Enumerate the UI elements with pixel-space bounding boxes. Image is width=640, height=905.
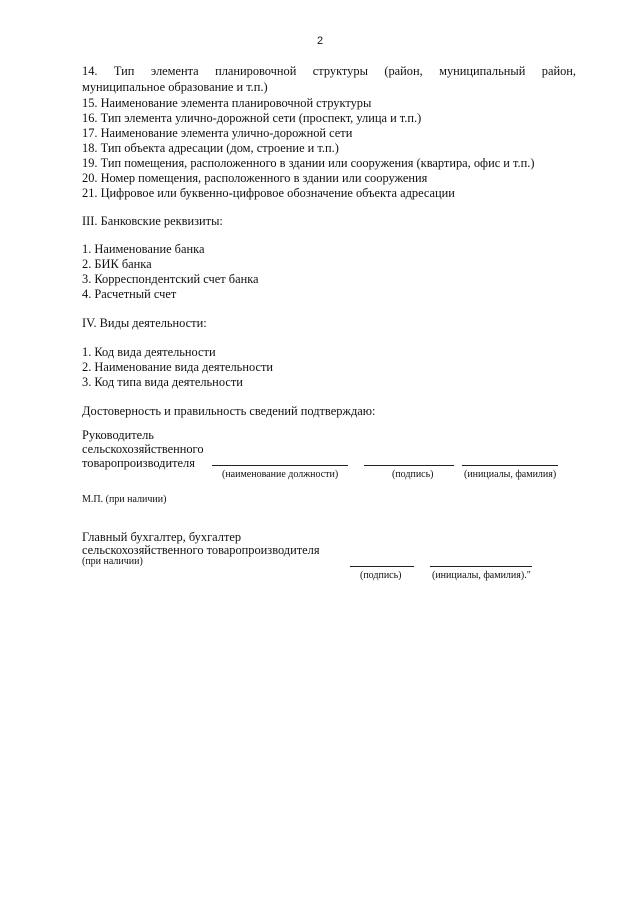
signer-title: сельскохозяйственного xyxy=(82,442,204,456)
list-item: 20. Номер помещения, расположенного в здании или сооружения xyxy=(82,171,428,185)
list-item: 3. Код типа вида деятельности xyxy=(82,375,243,389)
item-14-word: элемента xyxy=(150,64,199,78)
name-signature-line xyxy=(462,465,558,466)
list-item: 1. Код вида деятельности xyxy=(82,345,216,359)
position-caption: (наименование должности) xyxy=(222,469,339,480)
name-caption: (инициалы, фамилия) xyxy=(464,469,557,480)
list-item: 4. Расчетный счет xyxy=(82,287,177,301)
item-14-line xyxy=(82,64,576,79)
signer-title: сельскохозяйственного товаропроизводителя xyxy=(82,543,320,557)
optional-note: (при наличии) xyxy=(82,556,143,567)
item-14-continuation: муниципальное образование и т.п.) xyxy=(82,80,268,94)
list-item: 21. Цифровое или буквенно-цифровое обозначение объекта адресации xyxy=(82,186,455,200)
list-item: 2. БИК банка xyxy=(82,257,152,271)
page-number: 2 xyxy=(316,35,324,47)
signer-title: Руководитель xyxy=(82,428,154,442)
list-item: 17. Наименование элемента улично-дорожной сети xyxy=(82,126,353,140)
list-item: 3. Корреспондентский счет банка xyxy=(82,272,259,286)
stamp-note: М.П. (при наличии) xyxy=(82,494,167,505)
signer-title: Главный бухгалтер, бухгалтер xyxy=(82,530,242,544)
signature-caption: (подпись) xyxy=(360,570,402,581)
list-item: 19. Тип помещения, расположенного в здании или сооружения (квартира, офис и т.п.) xyxy=(82,156,535,170)
item-14-word: (район, xyxy=(384,64,423,78)
item-14-word: Тип xyxy=(113,64,135,78)
item-14-word: планировочной xyxy=(215,64,297,78)
position-signature-line xyxy=(212,465,348,466)
confirmation-statement: Достоверность и правильность сведений подтверждаю: xyxy=(82,404,376,418)
item-14-word: район, xyxy=(541,64,576,78)
item-14-word: 14. xyxy=(82,64,98,78)
item-14-word: муниципальный xyxy=(439,64,526,78)
signature-line xyxy=(350,566,414,567)
signer-title: товаропроизводителя xyxy=(82,456,195,470)
list-item: 2. Наименование вида деятельности xyxy=(82,360,273,374)
list-item: 16. Тип элемента улично-дорожной сети (проспект, улица и т.п.) xyxy=(82,111,422,125)
list-item: 18. Тип объекта адресации (дом, строение и т.п.) xyxy=(82,141,339,155)
signature-caption: (подпись) xyxy=(392,469,434,480)
section-heading: III. Банковские реквизиты: xyxy=(82,214,223,228)
item-14-word: структуры xyxy=(312,64,368,78)
section-heading: IV. Виды деятельности: xyxy=(82,316,207,330)
name-signature-line xyxy=(430,566,532,567)
signature-line xyxy=(364,465,454,466)
name-caption: (инициалы, фамилия)." xyxy=(432,570,531,581)
list-item: 1. Наименование банка xyxy=(82,242,205,256)
list-item: 15. Наименование элемента планировочной структуры xyxy=(82,96,372,110)
